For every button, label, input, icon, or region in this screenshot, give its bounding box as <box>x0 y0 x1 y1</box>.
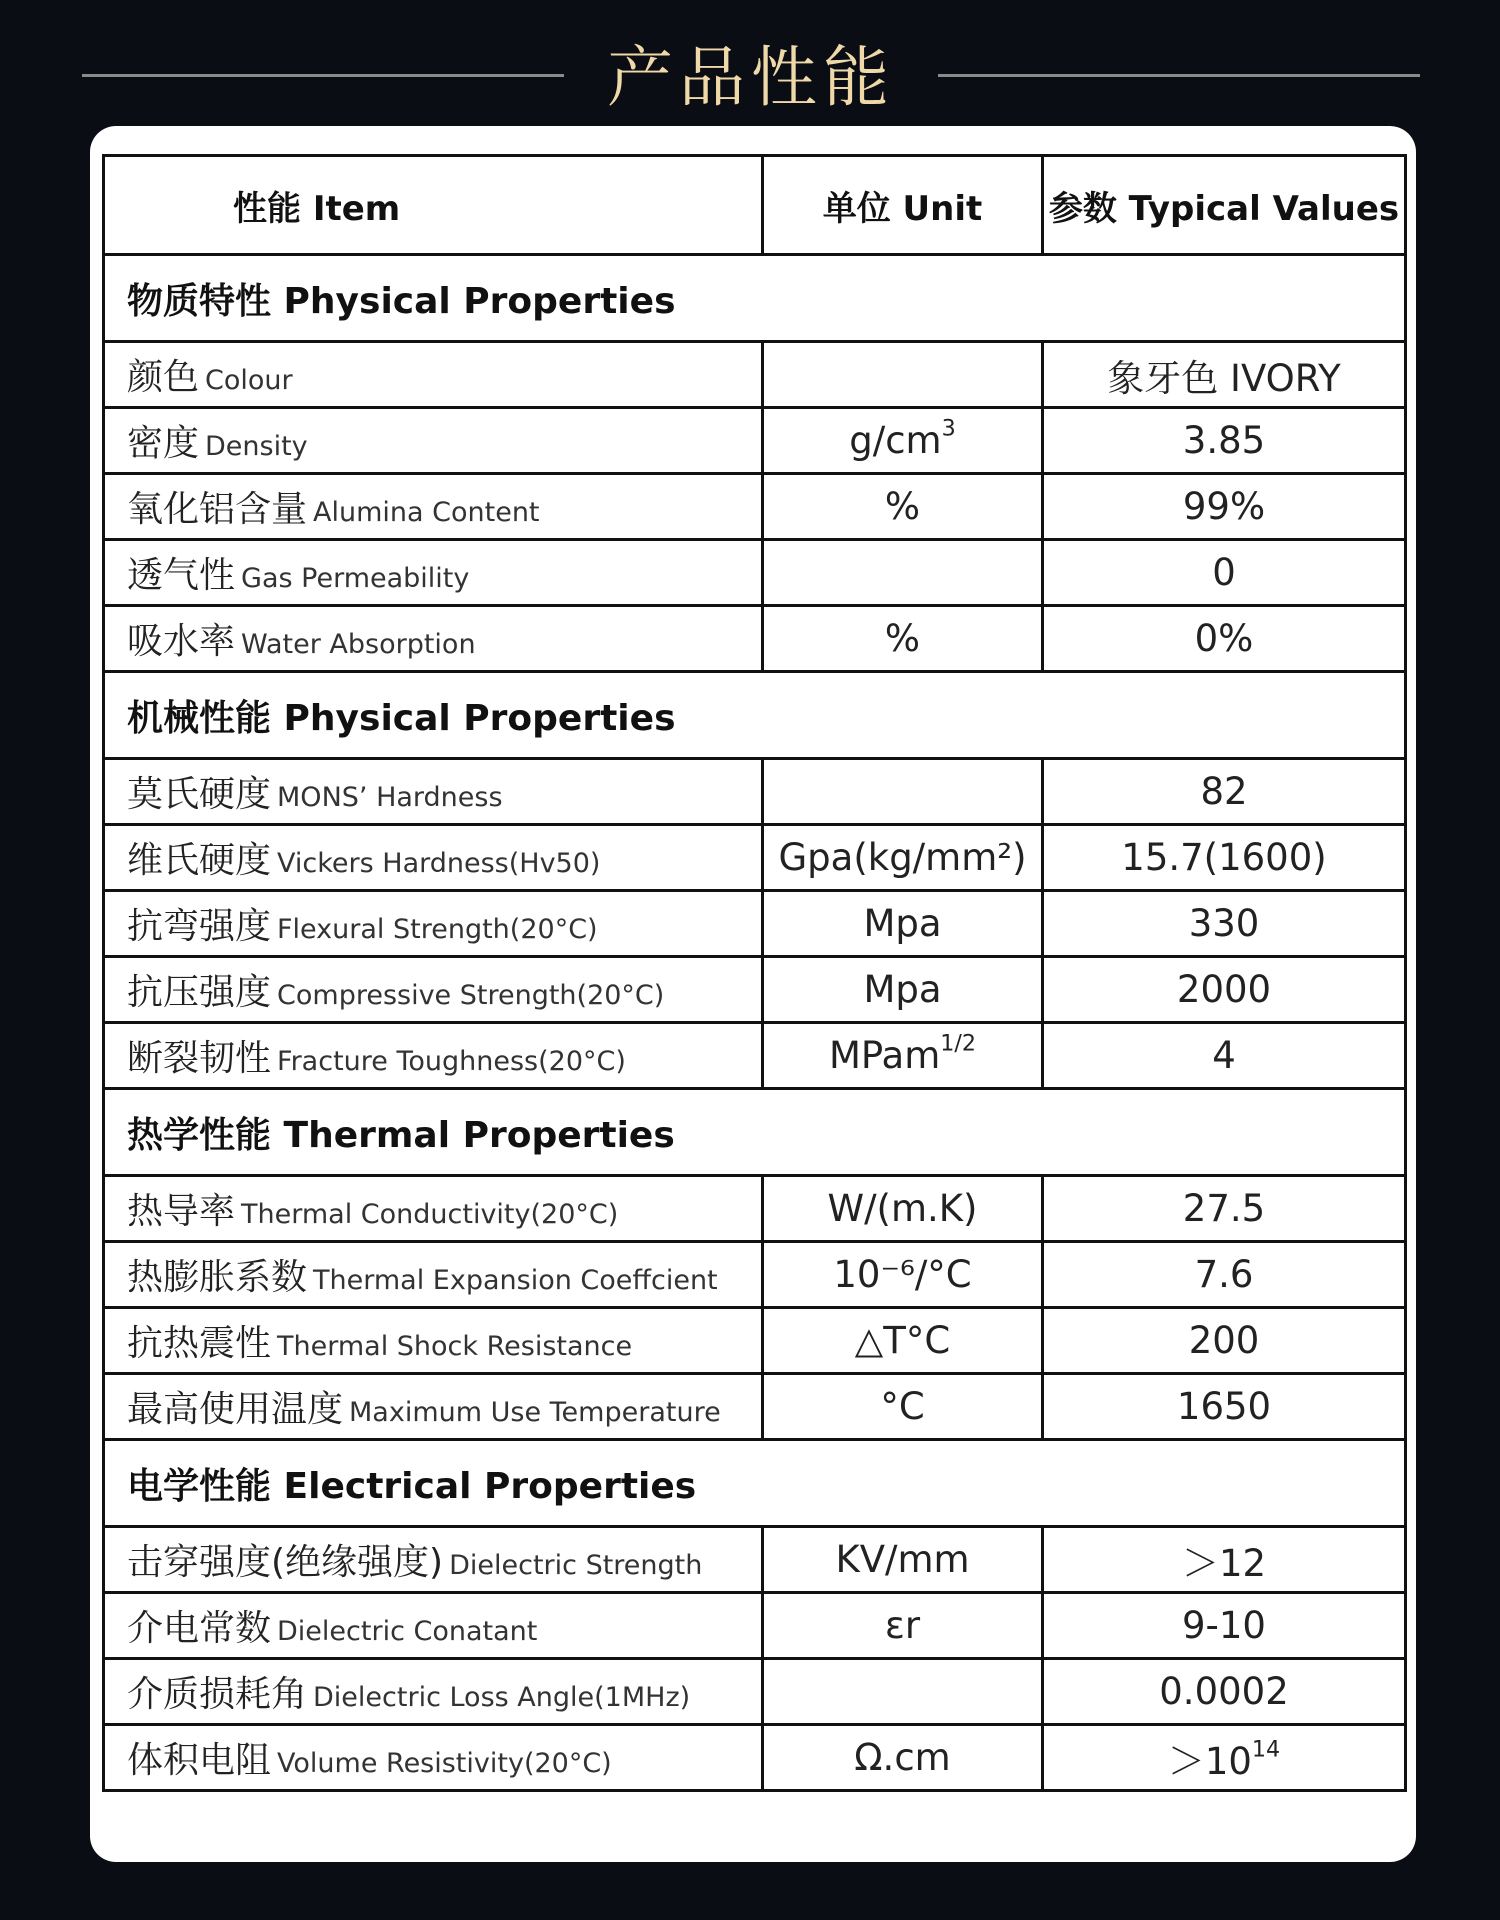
unit-text: △T°C <box>854 1319 951 1362</box>
value-cell <box>1043 1659 1406 1725</box>
value-cell <box>1043 1593 1406 1659</box>
unit-cell <box>763 1176 1043 1242</box>
property-name-zh: 密度 <box>127 423 200 464</box>
property-name-zh: 介电常数 <box>127 1608 272 1649</box>
property-name-zh: 断裂韧性 <box>127 1038 272 1079</box>
value-text: 象牙色 IVORY <box>1107 356 1341 400</box>
property-name-zh: 抗弯强度 <box>127 906 272 947</box>
value-cell <box>1043 1176 1406 1242</box>
property-name-en: Colour <box>205 365 293 396</box>
section-header-row <box>104 1440 1406 1527</box>
property-name-en: Fracture Toughness(20°C) <box>277 1046 626 1077</box>
property-name-cell <box>104 342 763 408</box>
property-name-zh: 击穿强度(绝缘强度) <box>127 1542 444 1583</box>
property-name-zh: 最高使用温度 <box>127 1389 344 1430</box>
unit-text: Gpa(kg/mm²) <box>778 836 1027 879</box>
value-text: 15.7(1600) <box>1121 836 1327 879</box>
table-row <box>104 1659 1406 1725</box>
table-row <box>104 1023 1406 1089</box>
value-cell <box>1043 1308 1406 1374</box>
table-row <box>104 1593 1406 1659</box>
unit-text: KV/mm <box>835 1538 970 1581</box>
value-text: 200 <box>1188 1319 1260 1362</box>
value-cell <box>1043 342 1406 408</box>
unit-cell <box>763 1527 1043 1593</box>
property-name-zh: 莫氏硬度 <box>127 774 272 815</box>
section-title: 物质特性 Physical Properties <box>104 255 1406 342</box>
property-name-en: Dielectric Conatant <box>277 1616 538 1647</box>
unit-text: Mpa <box>863 902 942 945</box>
unit-cell <box>763 825 1043 891</box>
value-text: 4 <box>1212 1034 1236 1077</box>
value-text: 0% <box>1194 617 1254 660</box>
property-name-en: Flexural Strength(20°C) <box>277 914 598 945</box>
value-cell <box>1043 408 1406 474</box>
unit-cell <box>763 891 1043 957</box>
property-name-en: Water Absorption <box>241 629 476 660</box>
property-name-zh: 颜色 <box>127 357 200 398</box>
property-name-en: Gas Permeability <box>241 563 470 594</box>
table-row <box>104 1242 1406 1308</box>
unit-cell <box>763 408 1043 474</box>
unit-cell <box>763 1242 1043 1308</box>
header-divider-left <box>82 74 564 77</box>
header-unit: 单位 Unit <box>763 156 1043 255</box>
table-row <box>104 1725 1406 1791</box>
section-header-row <box>104 672 1406 759</box>
section-header-row <box>104 255 1406 342</box>
table-row <box>104 408 1406 474</box>
table-row <box>104 1176 1406 1242</box>
page-header <box>0 0 1500 130</box>
property-name-zh: 透气性 <box>127 555 236 596</box>
unit-cell <box>763 1308 1043 1374</box>
unit-cell <box>763 1593 1043 1659</box>
value-cell <box>1043 1374 1406 1440</box>
value-cell <box>1043 1023 1406 1089</box>
table-row <box>104 342 1406 408</box>
table-row <box>104 1527 1406 1593</box>
unit-cell <box>763 540 1043 606</box>
value-text: ＞10 <box>1167 1739 1252 1783</box>
unit-text: g/cm <box>849 419 942 462</box>
property-name-cell <box>104 759 763 825</box>
unit-cell <box>763 1725 1043 1791</box>
unit-cell <box>763 1023 1043 1089</box>
property-name-en: Thermal Expansion Coeffcient <box>313 1265 718 1296</box>
table-row <box>104 759 1406 825</box>
unit-text: °C <box>880 1385 925 1428</box>
value-text: ＞12 <box>1181 1541 1267 1585</box>
table-row <box>104 474 1406 540</box>
header-value: 参数 Typical Values <box>1043 156 1406 255</box>
value-superscript: 14 <box>1251 1735 1281 1762</box>
property-name-cell <box>104 891 763 957</box>
property-name-cell <box>104 1023 763 1089</box>
property-name-cell <box>104 1242 763 1308</box>
property-name-en: Thermal Shock Resistance <box>277 1331 633 1362</box>
property-name-en: Dielectric Strength <box>449 1550 703 1581</box>
properties-table <box>102 154 1407 1792</box>
table-row <box>104 606 1406 672</box>
property-name-zh: 热膨胀系数 <box>127 1257 308 1298</box>
property-name-cell <box>104 1725 763 1791</box>
property-name-zh: 抗压强度 <box>127 972 272 1013</box>
table-row <box>104 891 1406 957</box>
unit-text: Mpa <box>863 968 942 1011</box>
property-name-cell <box>104 408 763 474</box>
property-name-cell <box>104 1527 763 1593</box>
unit-text: W/(m.K) <box>827 1187 978 1230</box>
property-name-cell <box>104 1308 763 1374</box>
property-name-zh: 体积电阻 <box>127 1740 272 1781</box>
header-item: 性能 Item <box>104 156 763 255</box>
table-row <box>104 1374 1406 1440</box>
table-row <box>104 957 1406 1023</box>
property-name-cell <box>104 1374 763 1440</box>
table-row <box>104 825 1406 891</box>
property-name-cell <box>104 825 763 891</box>
value-cell <box>1043 759 1406 825</box>
property-name-en: Alumina Content <box>313 497 540 528</box>
unit-cell <box>763 1659 1043 1725</box>
unit-text: εr <box>884 1604 921 1647</box>
section-header-row <box>104 1089 1406 1176</box>
property-name-cell <box>104 1176 763 1242</box>
property-name-zh: 抗热震性 <box>127 1323 272 1364</box>
property-name-zh: 氧化铝含量 <box>127 489 308 530</box>
property-name-cell <box>104 540 763 606</box>
property-name-en: Density <box>205 431 308 462</box>
value-cell <box>1043 1725 1406 1791</box>
value-text: 99% <box>1182 485 1266 528</box>
unit-cell <box>763 1374 1043 1440</box>
value-cell <box>1043 825 1406 891</box>
value-text: 0 <box>1212 551 1236 594</box>
property-name-cell <box>104 957 763 1023</box>
table-header-row <box>104 156 1406 255</box>
property-name-zh: 吸水率 <box>127 621 236 662</box>
value-text: 2000 <box>1176 968 1272 1011</box>
unit-cell <box>763 759 1043 825</box>
value-cell <box>1043 474 1406 540</box>
unit-text: Ω.cm <box>854 1736 951 1779</box>
property-name-en: Thermal Conductivity(20°C) <box>241 1199 619 1230</box>
page-title: 产品性能 <box>607 39 895 116</box>
section-title: 电学性能 Electrical Properties <box>104 1440 1406 1527</box>
unit-cell <box>763 342 1043 408</box>
property-name-zh: 热导率 <box>127 1191 236 1232</box>
property-name-zh: 维氏硬度 <box>127 840 272 881</box>
property-name-zh: 介质损耗角 <box>127 1674 308 1715</box>
properties-card <box>90 126 1416 1862</box>
unit-text: 10⁻⁶/°C <box>833 1253 972 1296</box>
table-body <box>104 255 1406 1791</box>
property-name-en: MONS’ Hardness <box>277 782 503 813</box>
unit-text: % <box>884 617 921 660</box>
value-text: 27.5 <box>1182 1187 1266 1230</box>
value-text: 1650 <box>1176 1385 1272 1428</box>
property-name-cell <box>104 606 763 672</box>
value-cell <box>1043 957 1406 1023</box>
header-divider-right <box>938 74 1420 77</box>
property-name-en: Vickers Hardness(Hv50) <box>277 848 601 879</box>
value-cell <box>1043 1527 1406 1593</box>
section-title: 热学性能 Thermal Properties <box>104 1089 1406 1176</box>
table-row <box>104 540 1406 606</box>
value-text: 330 <box>1188 902 1260 945</box>
value-cell <box>1043 1242 1406 1308</box>
value-text: 0.0002 <box>1159 1670 1289 1713</box>
property-name-cell <box>104 1659 763 1725</box>
property-name-en: Volume Resistivity(20°C) <box>277 1748 612 1779</box>
unit-cell <box>763 474 1043 540</box>
value-text: 3.85 <box>1182 419 1266 462</box>
table-row <box>104 1308 1406 1374</box>
value-text: 7.6 <box>1194 1253 1254 1296</box>
property-name-en: Maximum Use Temperature <box>349 1397 721 1428</box>
value-text: 9-10 <box>1182 1604 1266 1647</box>
unit-superscript: 3 <box>941 415 956 442</box>
property-name-cell <box>104 1593 763 1659</box>
unit-cell <box>763 606 1043 672</box>
unit-cell <box>763 957 1043 1023</box>
unit-text: MPam <box>828 1034 941 1077</box>
property-name-en: Dielectric Loss Angle(1MHz) <box>313 1682 691 1713</box>
value-text: 82 <box>1200 770 1248 813</box>
section-title: 机械性能 Physical Properties <box>104 672 1406 759</box>
value-cell <box>1043 606 1406 672</box>
unit-text: % <box>884 485 921 528</box>
value-cell <box>1043 540 1406 606</box>
value-cell <box>1043 891 1406 957</box>
unit-superscript: 1/2 <box>940 1030 976 1057</box>
property-name-en: Compressive Strength(20°C) <box>277 980 665 1011</box>
property-name-cell <box>104 474 763 540</box>
